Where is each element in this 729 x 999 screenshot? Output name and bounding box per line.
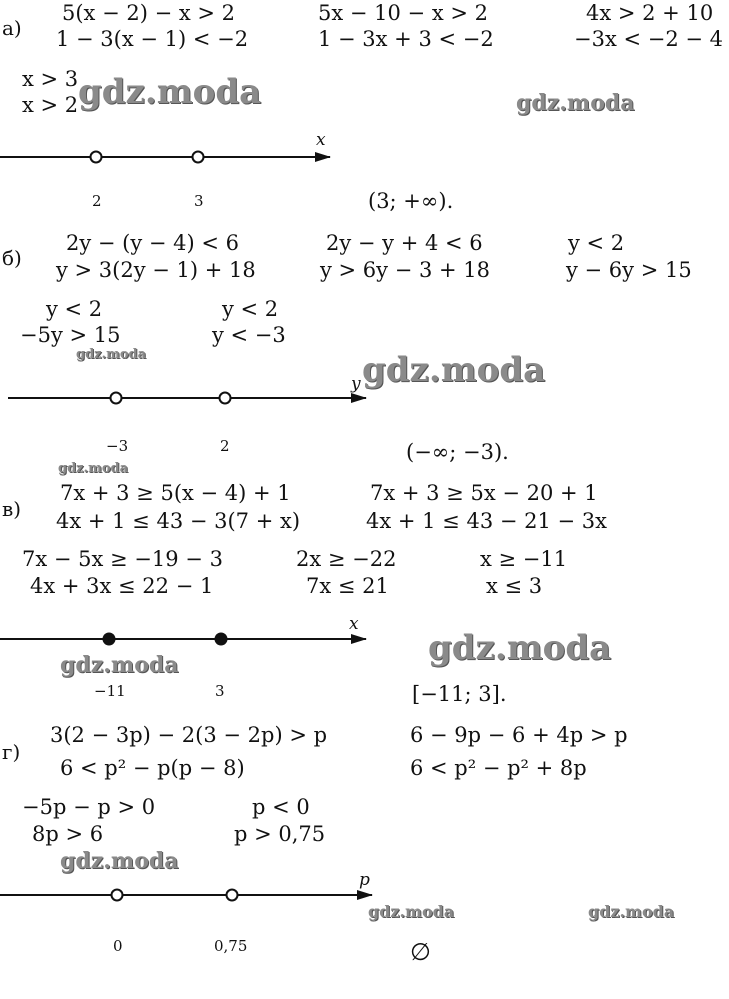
open-point-0	[112, 890, 123, 901]
watermark: gdz.moda	[78, 72, 262, 112]
eq-g-2-2: 6 < p² − p² + 8p	[410, 756, 587, 780]
res-a-2: x > 2	[22, 93, 79, 117]
answer-a: (3; +∞).	[368, 189, 454, 213]
eq-b-1-1: 2y − (y − 4) < 6	[66, 231, 240, 255]
res-g-right-1: p < 0	[252, 795, 310, 819]
open-point-minus3	[111, 393, 122, 404]
res-g-left-1: −5p − p > 0	[22, 795, 156, 819]
eq-v-3-3: x ≥ −11	[480, 547, 568, 571]
answer-v: [−11; 3].	[412, 682, 507, 706]
axis-b-var: y	[351, 374, 361, 394]
eq-a-2-1: 1 − 3(x − 1) < −2	[56, 27, 249, 51]
open-point-2b	[220, 393, 231, 404]
closed-point-minus11	[104, 634, 115, 645]
label-part-b: б)	[2, 246, 22, 270]
watermark: gdz.moda	[58, 461, 129, 476]
eq-v-3-2: 2x ≥ −22	[296, 547, 397, 571]
eq-a-1-1: 5(x − 2) − x > 2	[62, 1, 235, 25]
label-part-v: в)	[2, 497, 22, 521]
eq-b-2-2: y > 6y − 3 + 18	[320, 258, 491, 282]
res-b-right-2: y < −3	[212, 323, 286, 347]
eq-v-4-3: x ≤ 3	[486, 574, 543, 598]
tick-v-2: 3	[215, 682, 225, 700]
tick-b-1: −3	[106, 437, 129, 455]
tick-a-1: 2	[92, 192, 102, 210]
eq-v-3-1: 7x − 5x ≥ −19 − 3	[22, 547, 223, 571]
watermark: gdz.moda	[516, 90, 635, 116]
tick-b-2: 2	[220, 437, 230, 455]
eq-v-1-1: 7x + 3 ≥ 5(x − 4) + 1	[60, 481, 291, 505]
watermark: gdz.moda	[428, 628, 612, 668]
eq-b-1-3: y < 2	[568, 231, 625, 255]
res-b-left-1: y < 2	[46, 297, 103, 321]
watermark: gdz.moda	[60, 652, 179, 678]
tick-a-2: 3	[194, 192, 204, 210]
watermark: gdz.moda	[60, 848, 179, 874]
eq-v-4-1: 4x + 3x ≤ 22 − 1	[30, 574, 214, 598]
answer-b: (−∞; −3).	[406, 440, 509, 464]
tick-g-2: 0,75	[214, 937, 248, 955]
eq-g-1-1: 3(2 − 3p) − 2(3 − 2p) > p	[50, 723, 328, 747]
watermark: gdz.moda	[368, 902, 455, 921]
watermark: gdz.moda	[76, 347, 147, 362]
eq-a-1-3: 4x > 2 + 10	[586, 1, 714, 25]
label-part-g: г)	[2, 740, 21, 764]
eq-v-2-2: 4x + 1 ≤ 43 − 21 − 3x	[366, 509, 607, 533]
res-b-left-2: −5y > 15	[20, 323, 121, 347]
eq-g-1-2: 6 − 9p − 6 + 4p > p	[410, 723, 628, 747]
eq-a-2-3: −3x < −2 − 4	[574, 27, 724, 51]
tick-v-1: −11	[94, 682, 126, 700]
res-g-left-2: 8p > 6	[32, 822, 104, 846]
open-point-2	[91, 152, 102, 163]
answer-g-empty-set: ∅	[410, 938, 431, 966]
tick-g-1: 0	[113, 937, 123, 955]
label-part-a: а)	[2, 16, 22, 40]
eq-b-1-2: 2y − y + 4 < 6	[326, 231, 483, 255]
res-a-1: x > 3	[22, 67, 79, 91]
res-b-right-1: y < 2	[222, 297, 279, 321]
eq-b-2-3: y − 6y > 15	[566, 258, 692, 282]
eq-v-2-1: 4x + 1 ≤ 43 − 3(7 + x)	[56, 509, 301, 533]
eq-a-1-2: 5x − 10 − x > 2	[318, 1, 488, 25]
axis-v-var: x	[349, 614, 359, 634]
watermark: gdz.moda	[362, 350, 546, 390]
res-g-right-2: p > 0,75	[234, 822, 326, 846]
eq-g-2-1: 6 < p² − p(p − 8)	[60, 756, 245, 780]
eq-a-2-2: 1 − 3x + 3 < −2	[318, 27, 494, 51]
open-point-075	[227, 890, 238, 901]
watermark: gdz.moda	[588, 902, 675, 921]
eq-v-1-2: 7x + 3 ≥ 5x − 20 + 1	[370, 481, 598, 505]
axis-g-var: p	[359, 870, 370, 890]
open-point-3	[193, 152, 204, 163]
eq-v-4-2: 7x ≤ 21	[306, 574, 389, 598]
closed-point-3	[216, 634, 227, 645]
eq-b-2-1: y > 3(2y − 1) + 18	[56, 258, 256, 282]
axis-a-var: x	[316, 130, 326, 150]
